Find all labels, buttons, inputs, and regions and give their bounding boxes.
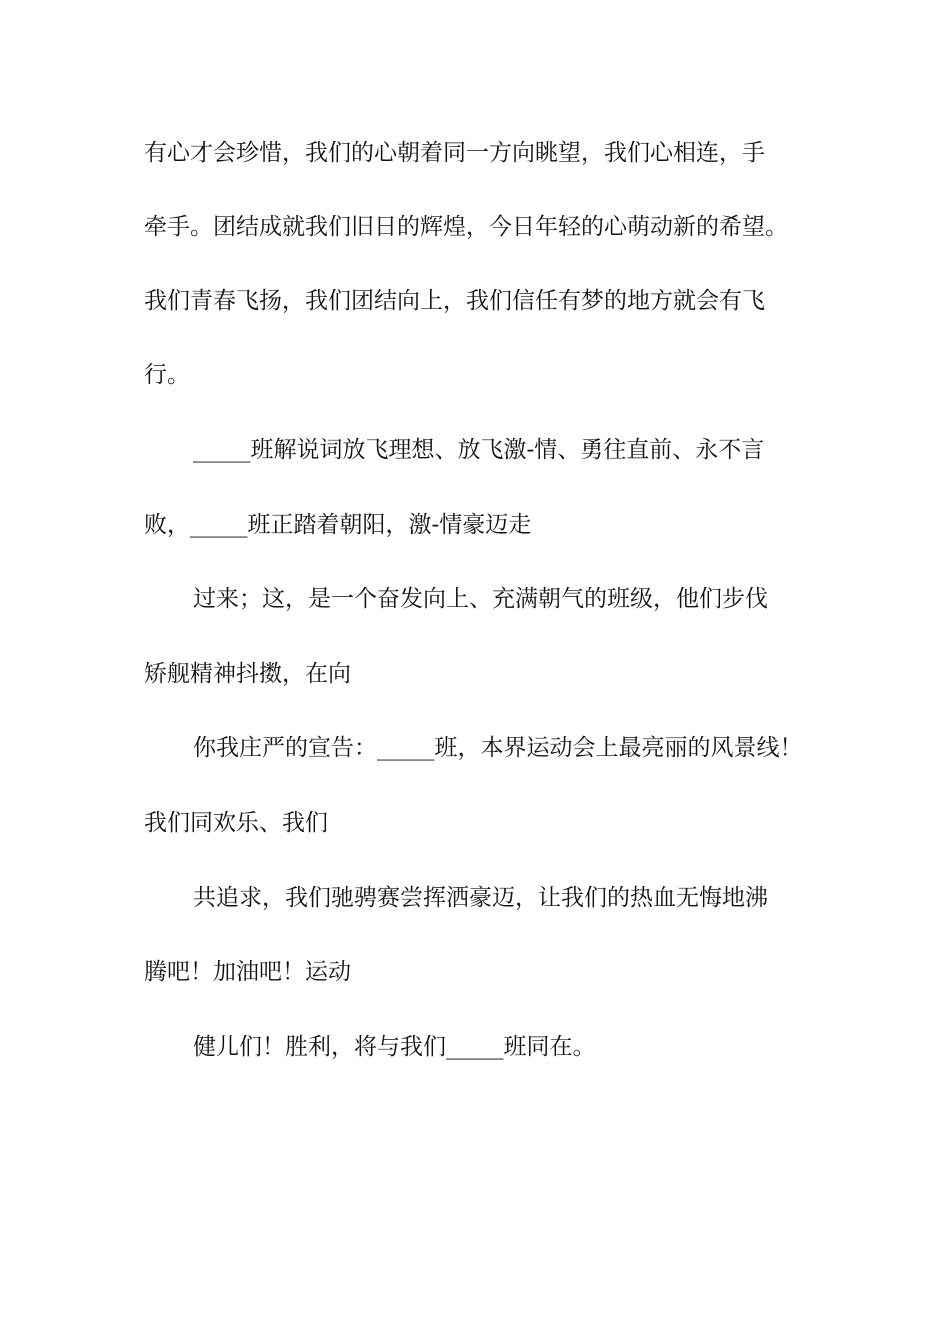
text-line: 行。 [144,362,190,388]
text-line: 腾吧！加油吧！运动 [144,959,351,985]
text-line: 共追求，我们驰骋赛尝挥洒豪迈，让我们的热血无悔地沸 [193,885,768,911]
text-line: 牵手。团结成就我们旧日的辉煌，今日年轻的心萌动新的希望。 [144,214,788,240]
text-line: 有心才会珍惜，我们的心朝着同一方向眺望，我们心相连，手 [144,140,765,166]
text-line: _____班解说词放飞理想、放飞激-情、勇往直前、永不言 [193,437,765,463]
text-line: 你我庄严的宣告：_____班，本界运动会上最亮丽的风景线！ [193,735,803,761]
text-line: 矫舰精神抖擞，在向 [144,661,351,687]
text-line: 败，_____班正踏着朝阳，激-情豪迈走 [144,512,532,538]
text-line: 我们同欢乐、我们 [144,810,328,836]
text-line: 我们青春飞扬，我们团结向上，我们信任有梦的地方就会有飞 [144,288,765,314]
text-line: 过来；这，是一个奋发向上、充满朝气的班级，他们步伐 [193,586,768,612]
text-line: 健儿们！胜利，将与我们_____班同在。 [193,1034,596,1060]
